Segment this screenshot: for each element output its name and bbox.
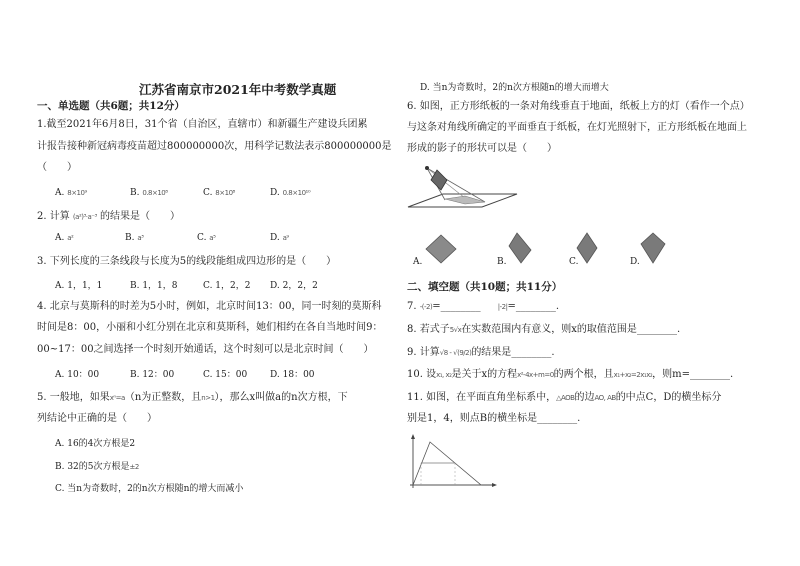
- q4-option-a[interactable]: A. 10：00: [55, 370, 100, 380]
- q6-option-d-shape: [640, 232, 666, 264]
- section-heading-fill-in: 二、填空题（共10题；共11分）: [407, 281, 563, 293]
- q8-line: [407, 323, 680, 337]
- q1-option-d-formula: 0.8×10¹⁰: [282, 189, 311, 197]
- q1-option-c-formula: 8×10⁸: [215, 189, 235, 197]
- q10-line: [407, 368, 733, 382]
- q10-text-d: ，则m=: [652, 369, 691, 380]
- q5-line1-text-a: 5. 一般地，如果: [37, 392, 110, 403]
- q1-option-d-label: D.: [270, 188, 283, 198]
- q11-text-a: 11. 如图，在平面直角坐标系中，: [407, 392, 557, 403]
- q5-option-a[interactable]: A. 16的4次方根是2: [55, 439, 136, 449]
- q5-option-d[interactable]: D. 当n为奇数时，2的n次方根随n的增大而增大: [420, 83, 609, 93]
- q6-option-a[interactable]: A.: [413, 257, 423, 267]
- q10-blank[interactable]: ________.: [690, 369, 734, 380]
- q7-line: [407, 300, 559, 314]
- q10-formula3: x₁+x₂=2x₁x₂: [613, 371, 653, 379]
- q3-option-d[interactable]: D. 2，2，2: [270, 281, 318, 291]
- q1-option-b-label: B.: [130, 188, 143, 198]
- q8-blank[interactable]: ________.: [636, 324, 681, 335]
- q5-option-b-text: B. 32的5次方根是: [55, 462, 130, 472]
- q1-line1: 1.截至2021年6月8日，31个省（自治区，直辖市）和新疆生产建设兵团累: [37, 119, 368, 130]
- q1-option-a-label: A.: [55, 188, 68, 198]
- q5-option-b-formula: ±2: [129, 463, 139, 471]
- q1-line2: 计报告接种新冠病毒疫苗超过800000000次，用科学记数法表示800000000是: [37, 141, 392, 152]
- q3-option-c[interactable]: C. 1，2，2: [203, 281, 251, 291]
- q7-formula2: |-2|: [497, 303, 508, 311]
- q6-option-a-shape: [424, 234, 458, 264]
- q2-stem-text: 2. 计算: [37, 211, 70, 222]
- q2-stem-tail: 的结果是（ ）: [100, 211, 180, 222]
- q10-text-b: 是关于x的方程: [451, 369, 518, 380]
- q11-formula1: △AOB: [556, 394, 575, 402]
- q6-lamp-figure: [405, 160, 520, 220]
- q2-option-a-formula: a²: [67, 234, 74, 242]
- q2-option-c-label: C.: [197, 233, 210, 243]
- q6-line3: 形成的影子的形状可以是（ ）: [407, 143, 557, 154]
- q3-stem: 3. 下列长度的三条线段与长度为5的线段能组成四边形的是（ ）: [37, 256, 337, 267]
- q5-line1-text-b: （n为正整数，且: [124, 392, 202, 403]
- q6-option-c[interactable]: C.: [569, 257, 579, 267]
- q11-formula2: AO, AB: [594, 394, 616, 402]
- q8-formula: 5√x: [449, 326, 462, 334]
- q1-line3: （ ）: [37, 162, 77, 173]
- q1-option-c-label: C.: [203, 188, 216, 198]
- q5-line1-formula2: n>1: [201, 394, 215, 402]
- q11-coordinate-figure: [403, 432, 498, 492]
- q1-option-a-formula: 8×10⁹: [67, 189, 87, 197]
- q2-option-d-label: D.: [270, 233, 283, 243]
- q2-stem: [37, 210, 180, 224]
- q9-line: [407, 346, 555, 360]
- q2-option-d[interactable]: [270, 233, 289, 243]
- q4-line1: 4. 北京与莫斯科的时差为5小时，例如，北京时间13：00，同一时刻的莫斯科: [37, 301, 382, 312]
- q3-option-b[interactable]: B. 1，1，8: [130, 281, 178, 291]
- q9-formula: √8 - √(9/2): [439, 349, 472, 357]
- q10-text-c: 的两个根，且: [553, 369, 614, 380]
- q7-number: 7.: [407, 301, 420, 312]
- q1-option-d[interactable]: [270, 188, 310, 198]
- q7-blank2[interactable]: ________.: [515, 301, 560, 312]
- q5-option-c[interactable]: C. 当n为奇数时，2的n次方根随n的增大而减小: [55, 484, 244, 494]
- q9-text-b: 的结果是: [471, 347, 512, 358]
- q4-option-c[interactable]: C. 15：00: [203, 370, 248, 380]
- q8-text-a: 8. 若式子: [407, 324, 450, 335]
- q2-option-b-label: B.: [125, 233, 138, 243]
- q2-option-c-formula: a⁵: [209, 234, 216, 242]
- q6-option-d[interactable]: D.: [630, 257, 640, 267]
- q2-option-b-formula: a³: [137, 234, 144, 242]
- q6-option-b-shape: [508, 232, 532, 264]
- q2-option-a[interactable]: [55, 233, 73, 243]
- q6-option-b[interactable]: B.: [497, 257, 507, 267]
- q7-equals2: =: [507, 301, 516, 312]
- q7-formula1: -(-2): [419, 303, 433, 311]
- q2-option-b[interactable]: [125, 233, 143, 243]
- q11-line2: [407, 412, 580, 425]
- q11-text-c: 的中点C，D的横坐标分: [615, 392, 722, 403]
- page-title: 江苏省南京市2021年中考数学真题: [139, 82, 337, 97]
- q2-option-d-formula: a⁹: [282, 234, 289, 242]
- q5-line1-formula1: xⁿ=a: [109, 394, 125, 402]
- q10-formula1: x₁, x₂: [436, 371, 452, 379]
- q5-option-b[interactable]: [55, 459, 139, 472]
- q2-option-c[interactable]: [197, 233, 215, 243]
- q5-line2: 列结论中正确的是（ ）: [37, 413, 157, 424]
- q4-option-b[interactable]: B. 12：00: [130, 370, 175, 380]
- q9-text-a: 9. 计算: [407, 347, 440, 358]
- q1-option-b[interactable]: [130, 188, 168, 198]
- q6-option-c-shape: [576, 232, 598, 264]
- q8-text-b: 在实数范围内有意义，则x的取值范围是: [461, 324, 637, 335]
- q10-text-a: 10. 设: [407, 369, 437, 380]
- q2-option-a-label: A.: [55, 233, 68, 243]
- q4-option-d[interactable]: D. 18：00: [270, 370, 315, 380]
- q5-line1: [37, 391, 348, 405]
- q7-blank1[interactable]: ________: [440, 301, 481, 312]
- q1-option-c[interactable]: [203, 188, 235, 198]
- q9-blank[interactable]: ________.: [511, 347, 555, 358]
- q11-line1: [407, 391, 721, 405]
- q1-option-b-formula: 0.8×10⁸: [142, 189, 168, 197]
- q7-equals1: =: [432, 301, 441, 312]
- q4-line3: 00~17：00之间选择一个时刻开始通话，这个时刻可以是北京时间（ ）: [37, 344, 374, 355]
- q3-option-a[interactable]: A. 1，1，1: [55, 281, 103, 291]
- q11-text-b: 的边: [574, 392, 595, 403]
- q4-line2: 时间是8：00，小丽和小红分别在北京和莫斯科，她们相约在各自当地时间9：: [37, 322, 383, 333]
- section-heading-single-choice: 一、单选题（共6题；共12分）: [37, 100, 185, 112]
- q11-line2-text: 别是1，4，则点B的横坐标是: [407, 413, 538, 424]
- q1-option-a[interactable]: [55, 188, 87, 198]
- q6-line1: 6. 如图，正方形纸板的一条对角线垂直于地面，纸板上方的灯（看作一个点）: [407, 101, 750, 112]
- q5-line1-text-c: ），那么x叫做a的n次方根，下: [214, 392, 348, 403]
- q11-blank[interactable]: ________.: [537, 413, 581, 424]
- q2-stem-formula: (a²)³·a⁻³: [72, 213, 97, 221]
- q6-line2: 与这条对角线所确定的平面垂直于纸板，在灯光照射下，正方形纸板在地面上: [407, 122, 747, 133]
- q10-formula2: x²-4x+m=0: [517, 371, 554, 379]
